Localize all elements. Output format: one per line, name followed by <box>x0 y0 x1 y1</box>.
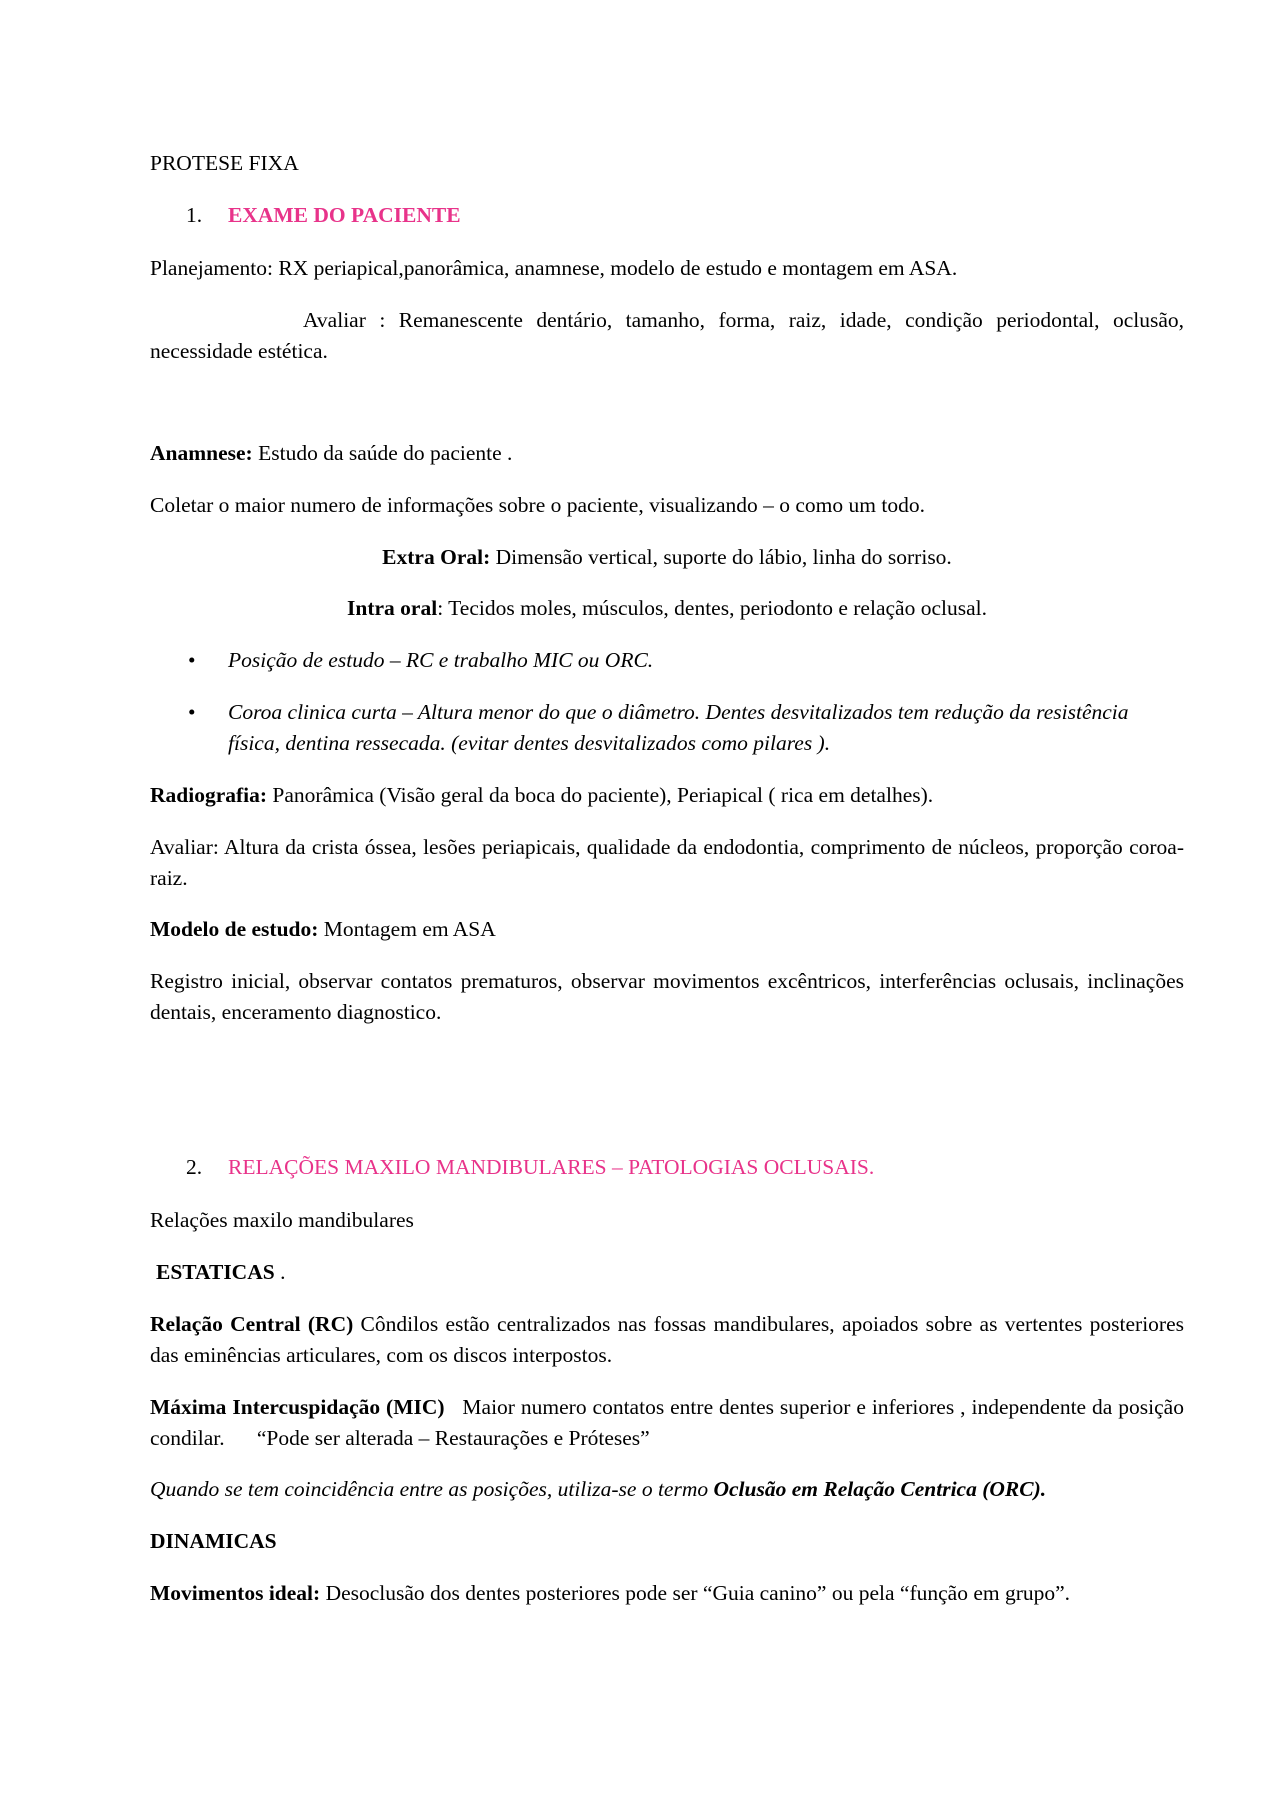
radiografia-label: Radiografia: <box>150 783 268 807</box>
list-number: 1. <box>186 203 203 227</box>
section-heading: RELAÇÕES MAXILO MANDIBULARES – PATOLOGIAS OCLUSAIS. <box>228 1155 875 1179</box>
anamnese-paragraph <box>150 438 1184 469</box>
relacoes-paragraph: Relações maxilo mandibulares <box>150 1208 414 1232</box>
relacao-central-paragraph <box>150 1309 1184 1371</box>
intra-oral-paragraph <box>150 593 1184 624</box>
anamnese-text: Estudo da saúde do paciente . <box>252 441 513 465</box>
document-title: PROTESE FIXA <box>150 151 299 175</box>
rc-label: Relação Central (RC) <box>150 1312 354 1336</box>
estaticas-label: ESTATICAS <box>156 1260 275 1284</box>
intra-oral-text: : Tecidos moles, músculos, dentes, periodonto e relação oclusal. <box>437 596 987 620</box>
quando-paragraph <box>150 1474 1184 1505</box>
list-number: 2. <box>186 1155 203 1179</box>
modelo-label: Modelo de estudo: <box>150 917 319 941</box>
avaliar-radiografia-paragraph: Avaliar: Altura da crista óssea, lesões periapicais, qualidade da endodontia, comprimento de núcleos, proporção coroa- raiz. <box>150 835 1184 890</box>
mic-label: Máxima Intercuspidação (MIC) <box>150 1395 445 1419</box>
mic-text: Maior numero contatos entre dentes superior e inferiores , independente da posição condilar. “Pode ser alterada – Restaurações e Próteses” <box>150 1395 1190 1450</box>
dinamicas-heading <box>150 1526 1184 1557</box>
extra-oral-label: Extra Oral: <box>382 545 491 569</box>
rc-text: Côndilos estão centralizados nas fossas mandibulares, apoiados sobre as vertentes posteriores das eminências articulares, com os discos interpostos. <box>150 1312 1184 1367</box>
registro-paragraph: Registro inicial, observar contatos prematuros, observar movimentos excêntricos, interferências oclusais, inclinações dentais, enceramento diagnostico. <box>150 969 1184 1024</box>
movimentos-text: Desoclusão dos dentes posteriores pode ser “Guia canino” ou pela “função em grupo”. <box>320 1581 1071 1605</box>
orc-term: Oclusão em Relação Centrica (ORC). <box>713 1477 1047 1501</box>
avaliar-paragraph: Avaliar : Remanescente dentário, tamanho, forma, raiz, idade, condição periodontal, oclusão, necessidade estética. <box>150 308 1184 363</box>
modelo-paragraph <box>150 914 1184 945</box>
bullet-icon: • <box>188 648 196 672</box>
radiografia-text: Panorâmica (Visão geral da boca do paciente), Periapical ( rica em detalhes). <box>267 783 934 807</box>
dinamicas-label: DINAMICAS <box>150 1529 277 1553</box>
movimentos-paragraph <box>150 1578 1184 1609</box>
planejamento-paragraph: Planejamento: RX periapical,panorâmica, anamnese, modelo de estudo e montagem em ASA. <box>150 256 958 280</box>
estaticas-paragraph <box>150 1257 1190 1288</box>
extra-oral-paragraph <box>150 542 1184 573</box>
radiografia-paragraph <box>150 780 1184 811</box>
quando-text: Quando se tem coincidência entre as posições, utiliza-se o termo <box>150 1477 714 1501</box>
list-item: Coroa clinica curta – Altura menor do que o diâmetro. Dentes desvitalizados tem redução da resistência física, dentina ressecada. (evitar dentes desvitalizados como pilares ). <box>228 700 1129 755</box>
extra-oral-text: Dimensão vertical, suporte do lábio, linha do sorriso. <box>490 545 952 569</box>
mic-paragraph <box>150 1392 1190 1454</box>
list-item: Posição de estudo – RC e trabalho MIC ou ORC. <box>228 648 654 672</box>
estaticas-suffix: . <box>274 1260 286 1284</box>
anamnese-label: Anamnese: <box>150 441 253 465</box>
section-heading: EXAME DO PACIENTE <box>228 203 461 227</box>
modelo-text: Montagem em ASA <box>318 917 496 941</box>
coletar-paragraph: Coletar o maior numero de informações sobre o paciente, visualizando – o como um todo. <box>150 493 925 517</box>
movimentos-label: Movimentos ideal: <box>150 1581 321 1605</box>
bullet-icon: • <box>188 700 196 724</box>
intra-oral-label: Intra oral <box>347 596 438 620</box>
